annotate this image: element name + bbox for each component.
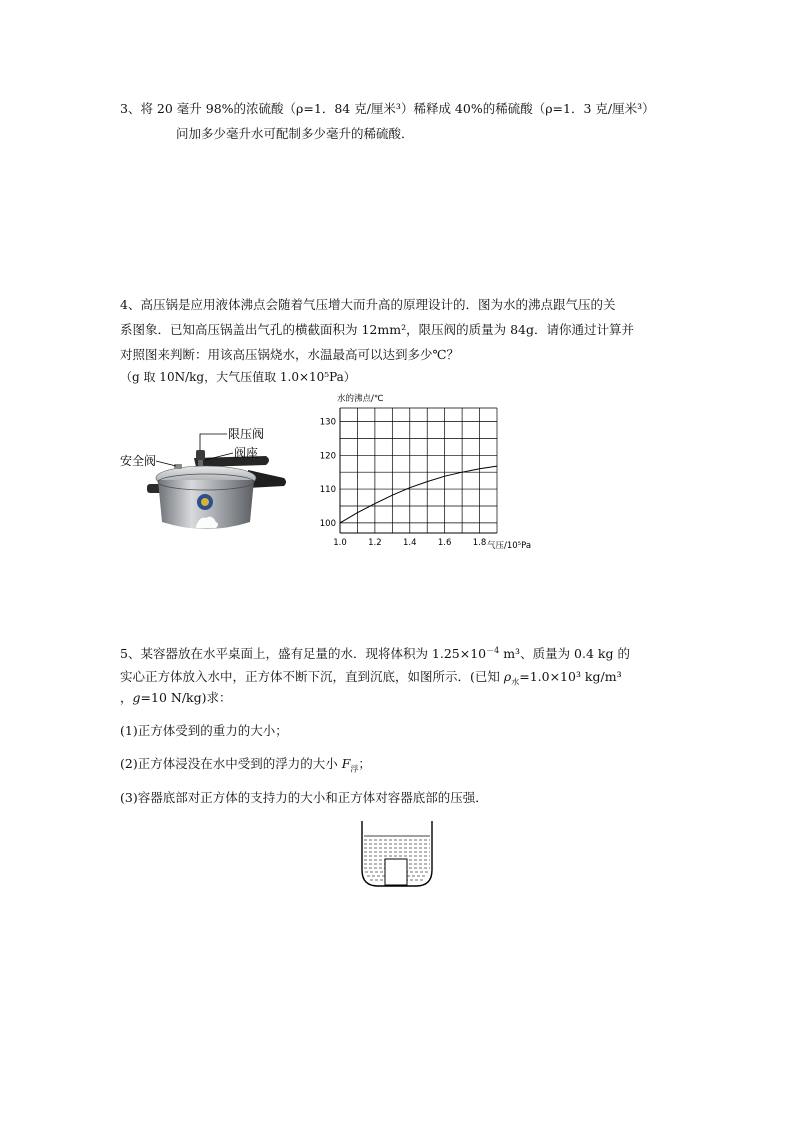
cube (385, 859, 407, 885)
q5-sub2-a: (2)正方体浸没在水中受到的浮力的大小 (120, 756, 342, 771)
q5-line2 (120, 669, 622, 685)
chart-y-axis-label: 水的沸点/℃ (337, 394, 384, 404)
q4-line4: （g 取 10N/kg，大气压值取 1.0×10⁵Pa） (120, 370, 356, 384)
q5-sub3: (3)容器底部对正方体的支持力的大小和正方体对容器底部的压强． (120, 790, 488, 805)
q5-line3-a: ， (120, 690, 133, 705)
q5-line1 (120, 646, 630, 662)
x-tick-label: 1.2 (368, 538, 382, 548)
y-tick-label: 130 (319, 417, 336, 428)
q5-line3 (120, 690, 232, 706)
q5-line1-b: m³、质量为 0.4 kg 的 (499, 646, 630, 661)
chart-ticks (320, 418, 487, 548)
boiling-point-chart (310, 390, 550, 558)
q5-line2-b: =1.0×10³ kg/m³ (519, 669, 622, 684)
y-tick-label: 100 (319, 518, 336, 529)
x-tick-label: 1.4 (403, 538, 417, 548)
pressure-valve-label: 限压阀 (228, 427, 265, 441)
y-tick-label: 110 (319, 485, 336, 496)
g-symbol: g (132, 690, 141, 705)
q4-line1: 4、高压锅是应用液体沸点会随着气压增大而升高的原理设计的．图为水的沸点跟气压的关 (120, 297, 616, 312)
boiling-point-curve (340, 466, 497, 523)
q4-line3: 对照图来判断：用该高压锅烧水，水温最高可以达到多少℃？ (120, 347, 459, 362)
x-tick-label: 1.6 (437, 538, 452, 548)
q5-sub2 (120, 756, 371, 772)
buoyancy-symbol: F (341, 756, 351, 771)
valve-seat-label: 阀座 (234, 446, 259, 460)
buoyancy-subscript: 浮 (350, 764, 359, 774)
q5-line2-a: 实心正方体放入水中，正方体不断下沉，直到沉底，如图所示．(已知 (120, 669, 504, 684)
y-tick-label: 120 (319, 451, 336, 462)
q5-line3-b: =10 N/kg)求： (140, 690, 232, 705)
safety-valve-label: 安全阀 (120, 454, 157, 468)
x-tick-label: 1.8 (472, 538, 487, 548)
pressure-cooker-figure (116, 420, 306, 545)
q5-sub2-b: ； (358, 756, 371, 771)
q5-line1-a: 5、某容器放在水平桌面上，盛有足量的水．现将体积为 1.25×10 (120, 646, 487, 661)
container-figure (356, 818, 438, 890)
x-tick-label: 1.0 (333, 538, 347, 548)
chart-x-axis-label: 气压/10⁵Pa (487, 541, 532, 551)
rho-symbol: ρ (503, 669, 512, 684)
q5-line1-exponent: －4 (486, 645, 500, 655)
q4-line2: 系图象．已知高压锅盖出气孔的横截面积为 12mm²，限压阀的质量为 84g．请你通过计算并 (120, 322, 634, 337)
q3-line2: 问加多少毫升水可配制多少毫升的稀硫酸． (176, 126, 414, 141)
q3-line1: 3、将 20 毫升 98%的浓硫酸（ρ=1．84 克/厘米³）稀释成 40%的稀硫酸（ρ=1．3 克/厘米³） (120, 101, 655, 116)
rho-subscript: 水 (511, 677, 520, 687)
q5-sub1: (1)正方体受到的重力的大小； (120, 723, 288, 738)
